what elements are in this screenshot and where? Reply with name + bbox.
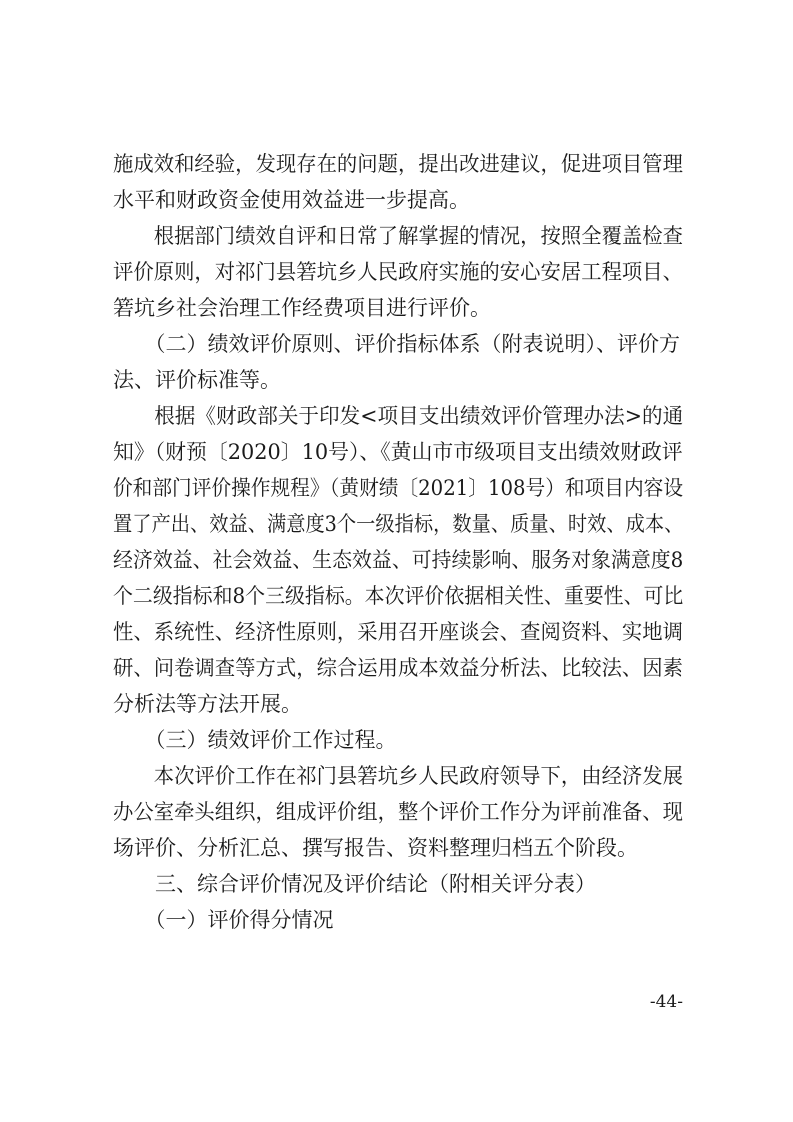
body-text-line: 经济效益、社会效益、生态效益、可持续影响、服务对象满意度8: [113, 548, 684, 572]
body-text-line: 场评价、分析汇总、撰写报告、资料整理归档五个阶段。: [113, 836, 638, 860]
body-text-line: 价和部门评价操作规程》（黄财绩〔2021〕108号）和项目内容设: [113, 476, 684, 500]
body-text-line: 箬坑乡社会治理工作经费项目进行评价。: [113, 296, 491, 320]
section-heading-note: （附相关评分表）: [428, 872, 596, 896]
body-text-line: 评价原则，对祁门县箬坑乡人民政府实施的安心安居工程项目、: [113, 260, 683, 284]
body-text-line: 办公室牵头组织，组成评价组，整个评价工作分为评前准备、现: [113, 800, 683, 824]
body-text-line: 水平和财政资金使用效益进一步提高。: [113, 188, 470, 212]
body-text-line: 知》（财预〔2020〕10号）、《黄山市市级项目支出绩效财政评: [113, 440, 683, 464]
body-text-line: 本次评价工作在祁门县箬坑乡人民政府领导下，由经济发展: [113, 764, 683, 788]
body-text-line: 置了产出、效益、满意度3个一级指标，数量、质量、时效、成本、: [113, 512, 684, 536]
body-text-line: 研、问卷调查等方式，综合运用成本效益分析法、比较法、因素: [113, 656, 683, 680]
body-text-line: 个二级指标和8个三级指标。本次评价依据相关性、重要性、可比: [113, 584, 684, 608]
body-text-line: 性、系统性、经济性原则，采用召开座谈会、查阅资料、实地调: [113, 620, 683, 644]
body-text-line: 施成效和经验，发现存在的问题，提出改进建议，促进项目管理: [113, 152, 683, 176]
body-text-line: 分析法等方法开展。: [113, 692, 302, 716]
subheading-line: （二）绩效评价原则、评价指标体系（附表说明）、评价方: [113, 332, 680, 356]
body-text-line: 根据部门绩效自评和日常了解掌握的情况，按照全覆盖检查: [113, 224, 683, 248]
page-number: -44-: [649, 992, 683, 1012]
subsection-heading: （一）评价得分情况: [113, 908, 334, 932]
subheading-line: （三）绩效评价工作过程。: [113, 728, 397, 752]
subheading-line: 法、评价标准等。: [113, 368, 281, 392]
section-heading: [113, 867, 683, 901]
body-text-line: 根据《财政部关于印发<项目支出绩效评价管理办法>的通: [113, 404, 684, 428]
section-heading-title: 三、综合评价情况及评价结论: [113, 872, 428, 896]
